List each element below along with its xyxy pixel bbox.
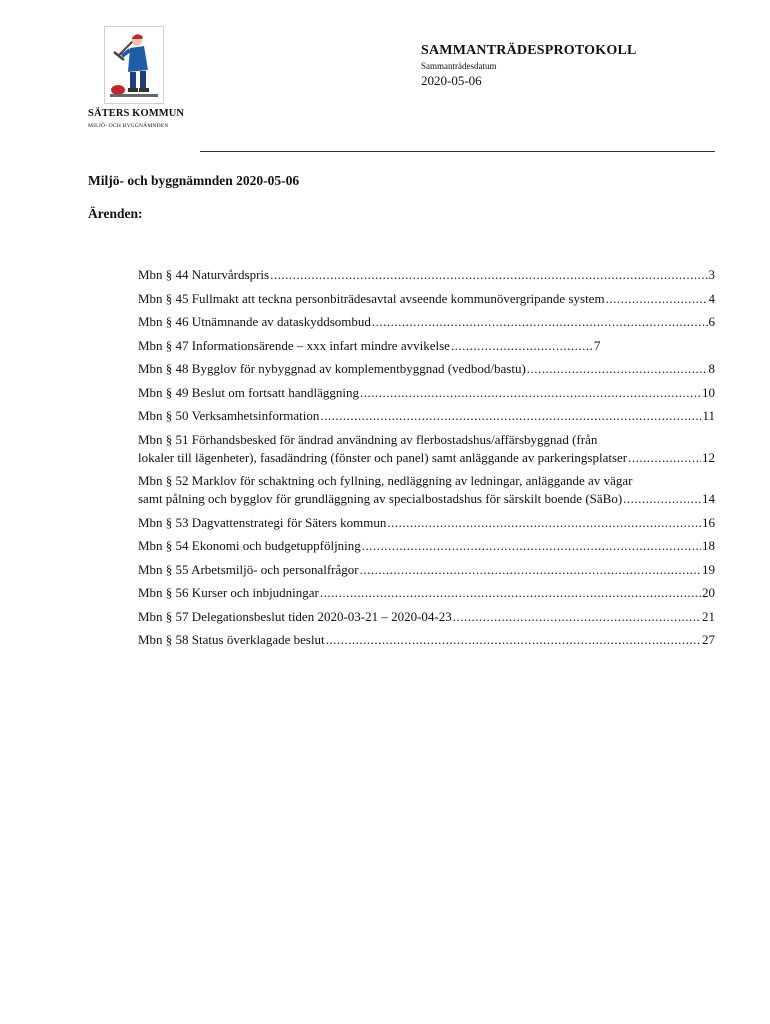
- agenda-item-text: Mbn § 48 Bygglov för nybyggnad av komplementbyggnad (vedbod/bastu): [138, 361, 526, 376]
- agenda-item-text: Mbn § 53 Dagvattenstrategi för Säters kommun: [138, 514, 387, 530]
- agenda-item-page: 12: [702, 449, 715, 465]
- agenda-item-page: 6: [708, 314, 715, 329]
- agenda-item-page: 20: [702, 585, 715, 600]
- agenda-item-page: 7: [593, 337, 601, 353]
- agenda-item-text: Mbn § 45 Fullmakt att teckna personbiträdesavtal avseende kommunövergripande system: [138, 290, 605, 306]
- agenda-item[interactable]: [138, 431, 715, 467]
- dot-leader: [623, 490, 701, 508]
- agenda-item[interactable]: [138, 384, 715, 402]
- agenda-item-page: 18: [702, 538, 715, 553]
- agenda-item-page: 11: [702, 408, 715, 423]
- dot-leader: [360, 561, 701, 579]
- dot-leader: [270, 266, 707, 284]
- agenda-item-text: Mbn § 47 Informationsärende – xxx infart mindre avvikelse: [138, 337, 450, 353]
- agenda-item-text: Mbn § 44 Naturvårdspris: [138, 267, 270, 282]
- agenda-item-page: 14: [702, 491, 715, 506]
- dot-leader: [362, 537, 701, 555]
- dot-leader: [451, 337, 593, 355]
- agenda-item[interactable]: [138, 266, 715, 284]
- meeting-date-label: Sammanträdesdatum: [421, 61, 497, 71]
- agenda-list: [138, 266, 715, 655]
- agenda-item[interactable]: [138, 360, 715, 378]
- agenda-item-text: Mbn § 57 Delegationsbeslut tiden 2020-03-21 – 2020-04-23: [138, 608, 452, 624]
- agenda-item-page: 27: [702, 632, 715, 647]
- agenda-item-text: Mbn § 51 Förhandsbesked för ändrad användning av flerbostadshus/affärsbyggnad (från: [138, 431, 598, 447]
- document-title: Miljö- och byggnämnden 2020-05-06: [88, 173, 300, 188]
- agenda-item-page: 10: [702, 384, 715, 400]
- agenda-item[interactable]: [138, 631, 715, 649]
- agenda-heading: Ärenden:: [88, 206, 143, 221]
- municipality-name: SÄTERS KOMMUN: [88, 108, 185, 119]
- agenda-item-page: 4: [708, 290, 715, 306]
- agenda-item[interactable]: [138, 537, 715, 555]
- agenda-item-text: Mbn § 55 Arbetsmiljö- och personalfrågor: [138, 561, 359, 577]
- agenda-item[interactable]: [138, 561, 715, 579]
- agenda-item-text: Mbn § 52 Marklov för schaktning och fyllning, nedläggning av ledningar, anläggande av vägar: [138, 473, 633, 488]
- agenda-item-page: 8: [708, 361, 715, 376]
- agenda-item-page: 3: [708, 267, 715, 282]
- agenda-item[interactable]: [138, 584, 715, 602]
- agenda-item-page: 19: [702, 561, 715, 577]
- dot-leader: [320, 584, 701, 602]
- dot-leader: [453, 608, 701, 626]
- agenda-item-text: Mbn § 54 Ekonomi och budgetuppföljning: [138, 538, 361, 553]
- agenda-item-text: Mbn § 46 Utnämnande av dataskyddsombud: [138, 314, 371, 329]
- dot-leader: [320, 407, 701, 425]
- agenda-item-text: lokaler till lägenheter), fasadändring (fönster och panel) samt anläggande av parkeringsplatser: [138, 449, 628, 465]
- agenda-item-page: 16: [702, 514, 715, 530]
- committee-subtitle: MILJÖ- OCH BYGGNÄMNDEN: [88, 123, 169, 129]
- header-divider: [200, 151, 715, 152]
- agenda-item[interactable]: [138, 290, 715, 308]
- agenda-item-page: 21: [702, 608, 715, 624]
- agenda-item[interactable]: [138, 313, 715, 331]
- agenda-item-text: samt pålning och bygglov för grundläggning av specialbostadshus för särskilt boende (SäBo): [138, 491, 623, 506]
- dot-leader: [372, 313, 708, 331]
- agenda-item[interactable]: [138, 337, 715, 355]
- dot-leader: [606, 290, 708, 308]
- agenda-item-text: Mbn § 49 Beslut om fortsatt handläggning: [138, 384, 359, 400]
- dot-leader: [387, 514, 701, 532]
- dot-leader: [628, 449, 701, 467]
- dot-leader: [527, 360, 708, 378]
- municipality-coat-of-arms: [104, 26, 164, 104]
- agenda-item[interactable]: [138, 514, 715, 532]
- agenda-item-text: Mbn § 58 Status överklagade beslut: [138, 632, 325, 647]
- dot-leader: [360, 384, 701, 402]
- dot-leader: [326, 631, 701, 649]
- agenda-item[interactable]: [138, 407, 715, 425]
- agenda-item-text: Mbn § 56 Kurser och inbjudningar: [138, 585, 319, 600]
- document-type-heading: SAMMANTRÄDESPROTOKOLL: [421, 43, 637, 58]
- agenda-item[interactable]: [138, 608, 715, 626]
- agenda-item-text: Mbn § 50 Verksamhetsinformation: [138, 408, 320, 423]
- meeting-date: 2020-05-06: [421, 73, 482, 88]
- agenda-item[interactable]: [138, 472, 715, 508]
